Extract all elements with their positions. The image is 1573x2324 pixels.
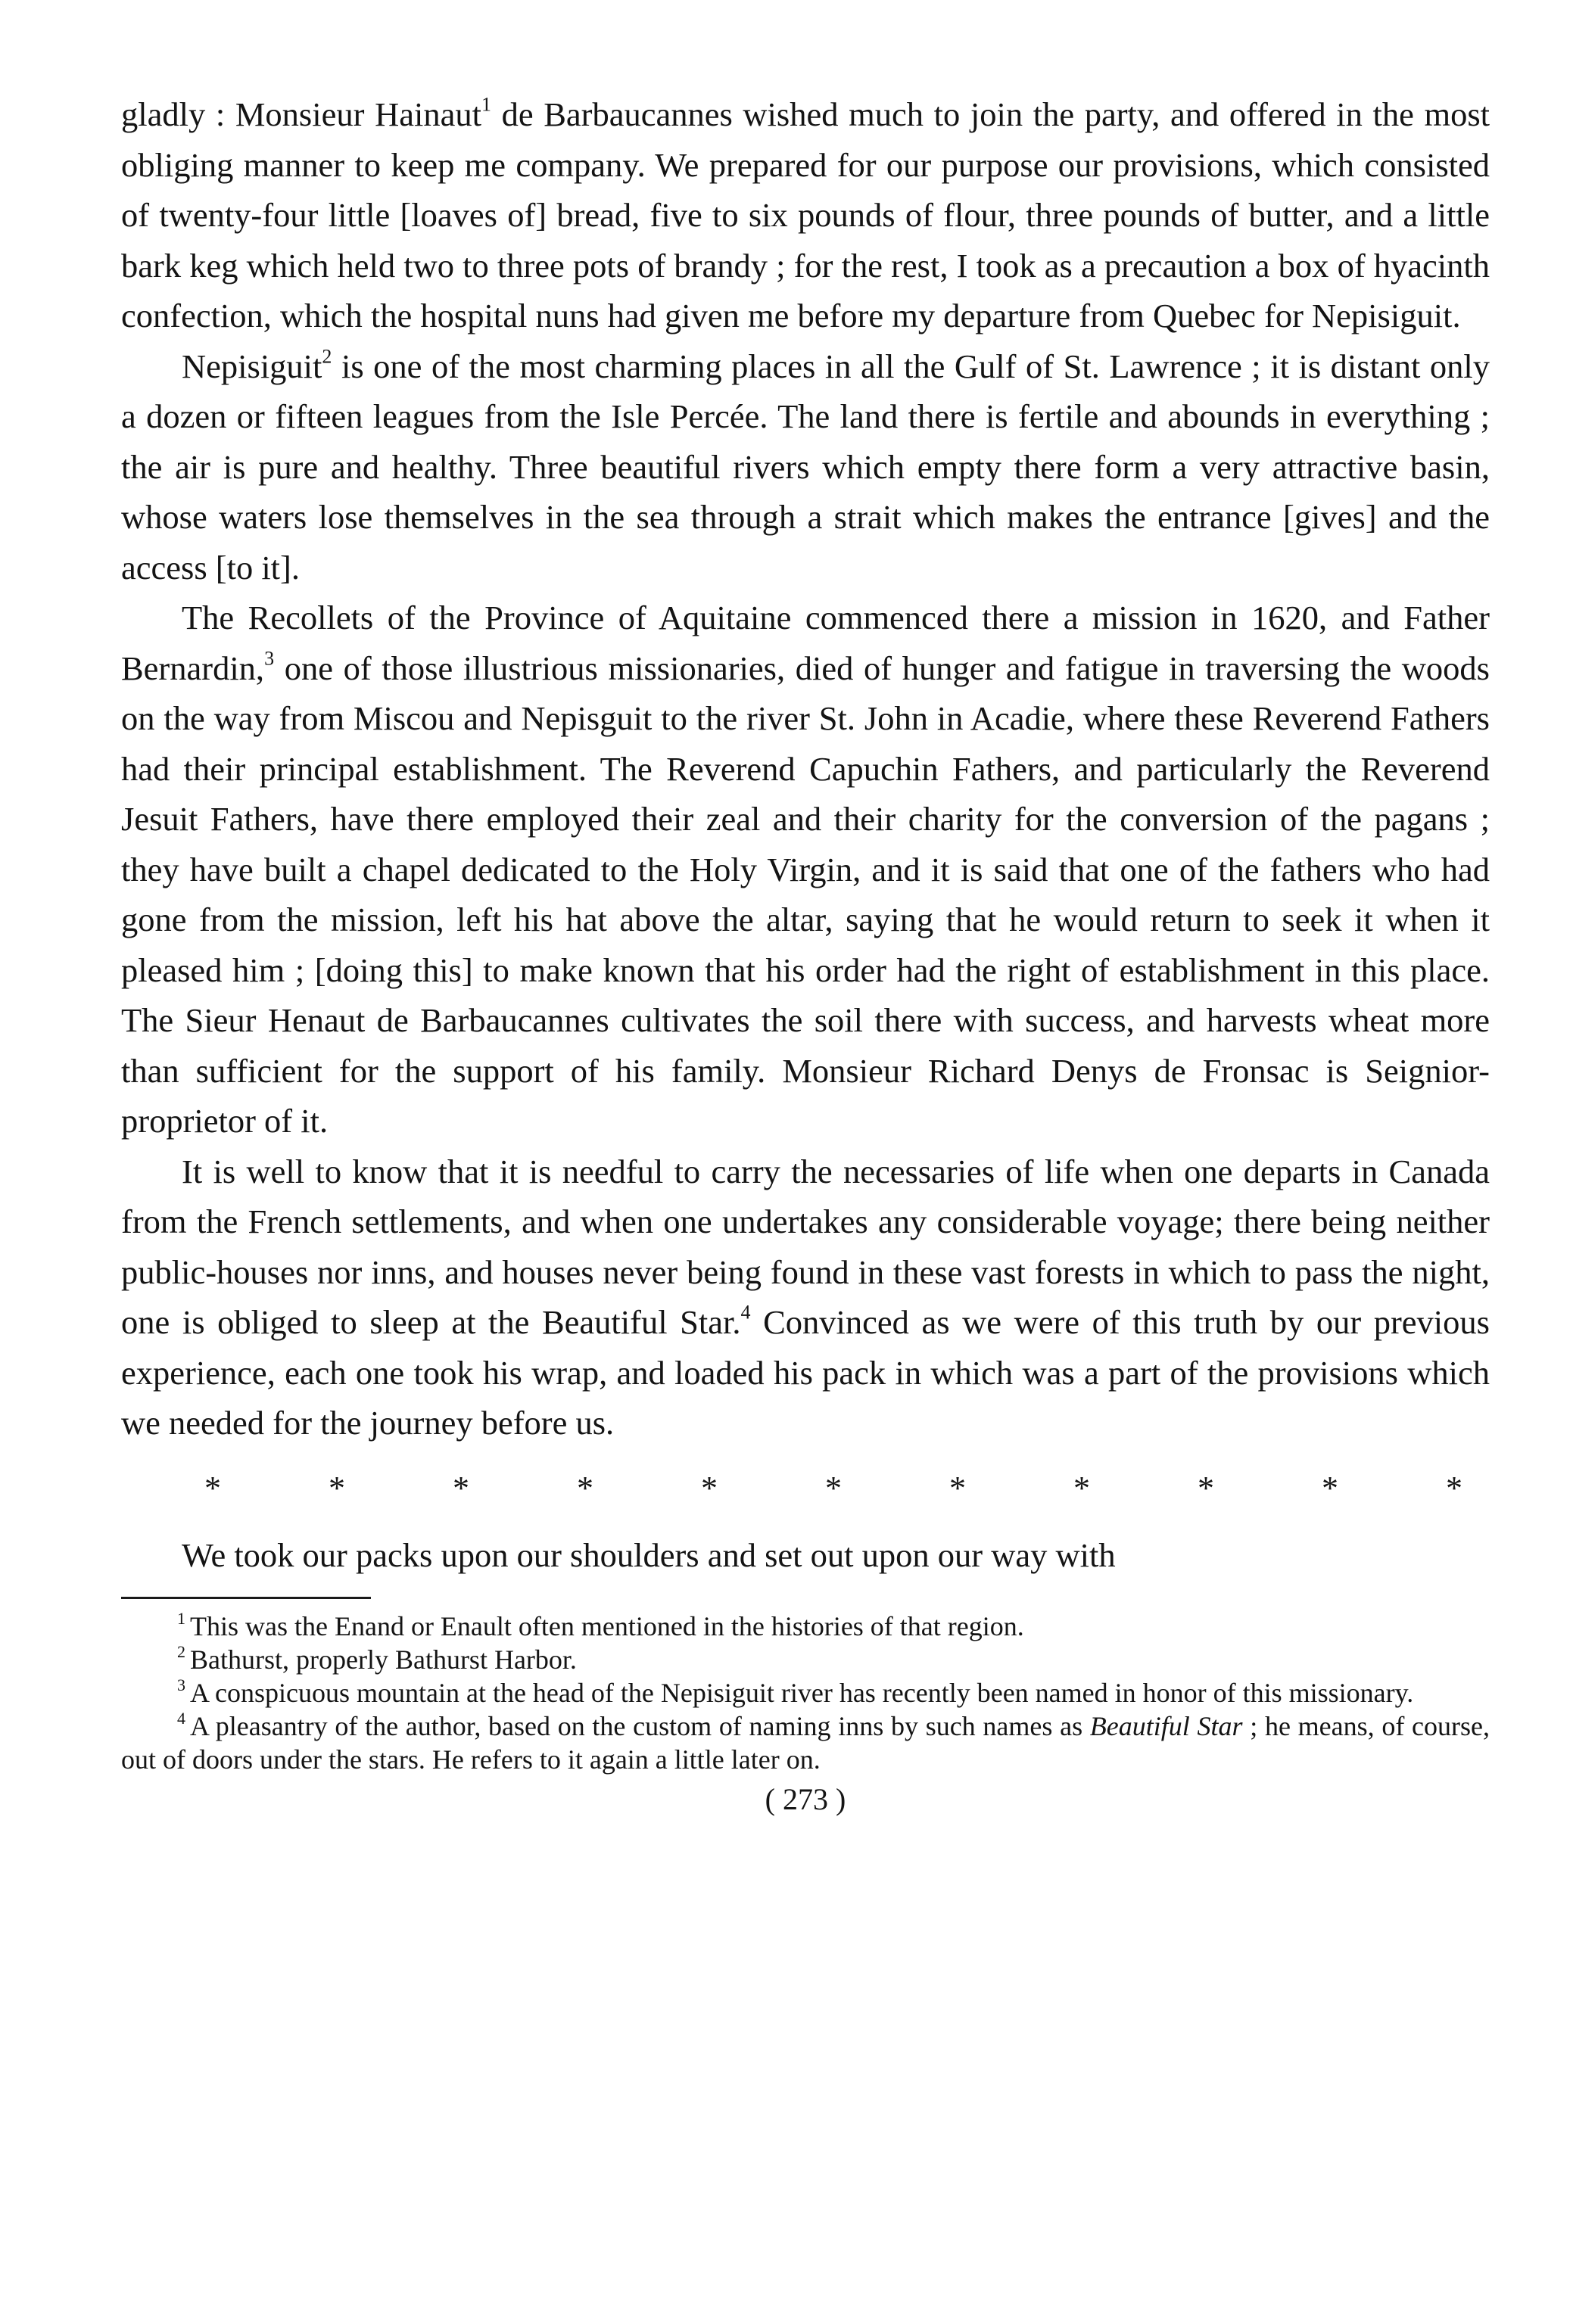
footnote-ref-3: 3 bbox=[264, 647, 275, 669]
paragraph-4-text-b: Convinced as we were of this truth by our previous experience, each one took his wrap, and loaded his pack in which was a part of the provisions which we needed for the journey before us. bbox=[121, 1303, 1490, 1442]
asterisk: * bbox=[577, 1469, 593, 1507]
paragraph-4-text-a: It is well to know that it is needful to carry the necessaries of life when one departs in Canada from the French settlements, and when one undertakes any considerable voyage; there being neither public-houses nor inns, and houses never being found in these vast forests in which to pass the night, one is obliged to sleep at the Beautiful Star. bbox=[121, 1152, 1490, 1341]
footnote-mark-1: 1 bbox=[177, 1608, 185, 1628]
footnote-3-text: A conspicuous mountain at the head of the Nepisiguit river has recently been named in honor of this missionary. bbox=[190, 1678, 1414, 1708]
asterisk: * bbox=[825, 1469, 842, 1507]
paragraph-1-text-b: de Barbaucannes wished much to join the party, and offered in the most obliging manner to keep me company. We prepared for our purpose our provisions, which consisted of twenty-four little [loaves of] bread, five to six pounds of flour, three pounds of butter, and a little bark keg which held two to three pots of brandy ; for the rest, I took as a precaution a box of hyacinth confection, which the hospital nuns had given me before my departure from Quebec for Nepisiguit. bbox=[121, 95, 1490, 334]
paragraph-2-text-b: is one of the most charming places in all the Gulf of St. Lawrence ; it is distant only a dozen or fifteen leagues from the Isle Percée. The land there is fertile and abounds in everything ; the air is pure and healthy. Three beautiful rivers which empty there form a very attractive basin, whose waters lose themselves in the sea through a strait which makes the entrance [gives] and the access [to it]. bbox=[121, 347, 1490, 586]
footnote-mark-2: 2 bbox=[177, 1641, 185, 1661]
page-body bbox=[121, 89, 1490, 1818]
paragraph-3 bbox=[121, 593, 1490, 1146]
footnote-4 bbox=[121, 1710, 1490, 1776]
asterisk: * bbox=[1073, 1469, 1090, 1507]
footnote-mark-3: 3 bbox=[177, 1675, 185, 1694]
footnote-2-text: Bathurst, properly Bathurst Harbor. bbox=[190, 1644, 577, 1675]
asterisk: * bbox=[453, 1469, 469, 1507]
page-number: ( 273 ) bbox=[765, 1782, 846, 1816]
footnote-ref-1: 1 bbox=[481, 93, 491, 116]
final-line: We took our packs upon our shoulders and set out upon our way with bbox=[182, 1535, 1116, 1574]
asterisk: * bbox=[701, 1469, 718, 1507]
footnote-ref-2: 2 bbox=[322, 345, 332, 367]
asterisk: * bbox=[1198, 1469, 1214, 1507]
paragraph-4 bbox=[121, 1146, 1490, 1448]
footnote-1-text: This was the Enand or Enault often mentioned in the histories of that region. bbox=[190, 1611, 1024, 1641]
footnote-4-italic: Beautiful Star bbox=[1089, 1711, 1243, 1741]
asterisk: * bbox=[1322, 1469, 1338, 1507]
footnote-divider bbox=[121, 1597, 371, 1599]
footnote-mark-4: 4 bbox=[177, 1708, 185, 1728]
paragraph-2 bbox=[121, 341, 1490, 593]
paragraph-2-text-a: Nepisiguit bbox=[182, 347, 322, 385]
footnote-ref-4: 4 bbox=[740, 1301, 751, 1324]
footnotes bbox=[121, 1610, 1490, 1776]
asterisk: * bbox=[1446, 1469, 1462, 1507]
paragraph-3-text-b: one of those illustrious missionaries, died of hunger and fatigue in traversing the woods on the way from Miscou and Nepisguit to the river St. John in Acadie, where these Reverend Fathers had their principal establishment. The Reverend Capuchin Fathers, and particularly the Reverend Jesuit Fathers, have there employed their zeal and their charity for the conversion of the pagans ; they have built a chapel dedicated to the Holy Virgin, and it is said that one of the fathers who had gone from the mission, left his hat above the altar, saying that he would return to seek it when it pleased him ; [doing this] to make known that his order had the right of establishment in this place. The Sieur Henaut de Barbaucannes cultivates the soil there with success, and harvests wheat more than sufficient for the support of his family. Monsieur Richard Denys de Fronsac is Seignior-proprietor of it. bbox=[121, 649, 1490, 1140]
paragraph-3-text-a: The Recollets of the Province of Aquitaine commenced there a mission in 1620, and Father Bernardin, bbox=[121, 599, 1490, 687]
footnote-2 bbox=[121, 1643, 1490, 1676]
footnote-4-text-b: ; he means, of course, out of doors under the stars. He refers to it again a little later on. bbox=[121, 1711, 1490, 1775]
paragraph-1-text-a: gladly : Monsieur Hainaut bbox=[121, 95, 481, 133]
section-break-asterisks bbox=[121, 1464, 1490, 1514]
asterisk: * bbox=[329, 1469, 345, 1507]
footnote-3 bbox=[121, 1676, 1490, 1710]
asterisk: * bbox=[949, 1469, 966, 1507]
footnote-1 bbox=[121, 1610, 1490, 1643]
asterisk: * bbox=[204, 1469, 221, 1507]
footnote-4-text-a: A pleasantry of the author, based on the custom of naming inns by such names as bbox=[190, 1711, 1090, 1741]
paragraph-1 bbox=[121, 89, 1490, 341]
